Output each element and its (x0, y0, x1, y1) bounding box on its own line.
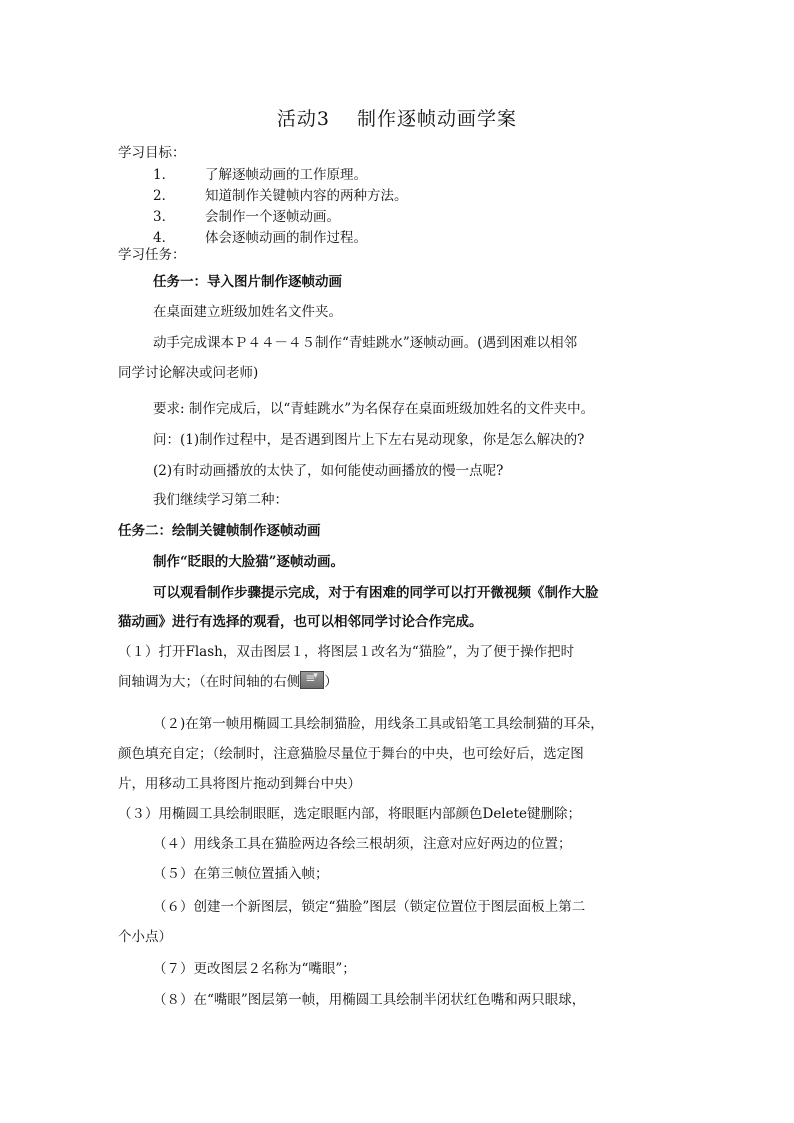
menu-icon (300, 671, 324, 689)
task2-heading: 任务二：绘制关键帧制作逐帧动画 (118, 523, 321, 539)
step-1-text-end: ） (324, 674, 338, 690)
goal-item (153, 184, 723, 204)
step-6-continued: 个小点） (118, 929, 172, 945)
step-3: （３）用椭圆工具绘制眼眶，选定眼眶内部，将眼眶内部颜色Delete键删除； (118, 806, 582, 822)
task1-requirement: 要求: 制作完成后，以“青蛙跳水”为名保存在桌面班级加姓名的文件夹中。 (153, 401, 595, 417)
goal-item (153, 163, 723, 183)
task2-paragraph: 制作“眨眼的大脸猫”逐帧动画。 (153, 554, 345, 570)
step-8: （８）在“嘴眼”图层第一帧，用椭圆工具绘制半闭状红色嘴和两只眼球， (153, 992, 586, 1008)
step-4: （４）用线条工具在猫脸两边各绘三根胡须，注意对应好两边的位置； (153, 836, 572, 852)
step-2: （２)在第一帧用椭圆工具绘制猫脸，用线条工具或铅笔工具绘制猫的耳朵， (153, 716, 604, 732)
task2-paragraph: 猫动画》进行有选择的观看，也可以相邻同学讨论合作完成。 (118, 614, 483, 630)
step-2-continued: 颜色填充自定；（绘制时，注意猫脸尽量位于舞台的中央，也可绘好后，选定图 (118, 746, 584, 762)
step-5: （５）在第三帧位置插入帧； (153, 866, 329, 882)
task1-question: 问：(1)制作过程中，是否遇到图片上下左右晃动现象，你是怎么解决的? (153, 432, 585, 448)
step-2-continued: 片，用移动工具将图片拖动到舞台中央） (118, 776, 361, 792)
task1-paragraph: 动手完成课本Ｐ４４－４５制作“青蛙跳水”逐帧动画。(遇到困难以相邻 (153, 335, 578, 351)
step-1: （１）打开Flash，双击图层１，将图层１改名为“猫脸”，为了便于操作把时 (118, 644, 575, 660)
goals-heading: 学习目标： (118, 145, 186, 161)
goal-text: 体会逐帧动画的制作过程。 (205, 230, 367, 246)
goal-number: 3． (153, 209, 176, 225)
goal-text: 了解逐帧动画的工作原理。 (205, 167, 367, 183)
step-6: （６）创建一个新图层，锁定“猫脸”图层（锁定位置位于图层面板上第二 (153, 899, 586, 915)
step-1-continued (118, 670, 688, 690)
step-7: （７）更改图层２名称为“嘴眼”； (153, 961, 356, 977)
goal-text: 会制作一个逐帧动画。 (205, 209, 340, 225)
goal-text: 知道制作关键帧内容的两种方法。 (205, 188, 408, 204)
page-title: 活动3 制作逐帧动画学案 (276, 108, 518, 130)
task1-paragraph: 我们继续学习第二种： (153, 492, 288, 508)
task2-paragraph: 可以观看制作步骤提示完成，对于有困难的同学可以打开微视频《制作大脸 (153, 585, 599, 601)
step-1-text: 间轴调为大；（在时间轴的右侧 (118, 674, 301, 690)
goal-number: 1． (153, 167, 176, 183)
task1-question: (2)有时动画播放的太快了，如何能使动画播放的慢一点呢? (153, 463, 504, 479)
goal-item (153, 205, 723, 225)
task1-paragraph: 在桌面建立班级加姓名文件夹。 (153, 304, 342, 320)
task1-paragraph: 同学讨论解决或问老师) (118, 365, 259, 381)
goal-number: 2． (153, 188, 176, 204)
goal-number: 4． (153, 230, 176, 246)
tasks-heading: 学习任务： (118, 247, 186, 263)
task1-heading: 任务一：导入图片制作逐帧动画 (153, 274, 342, 290)
